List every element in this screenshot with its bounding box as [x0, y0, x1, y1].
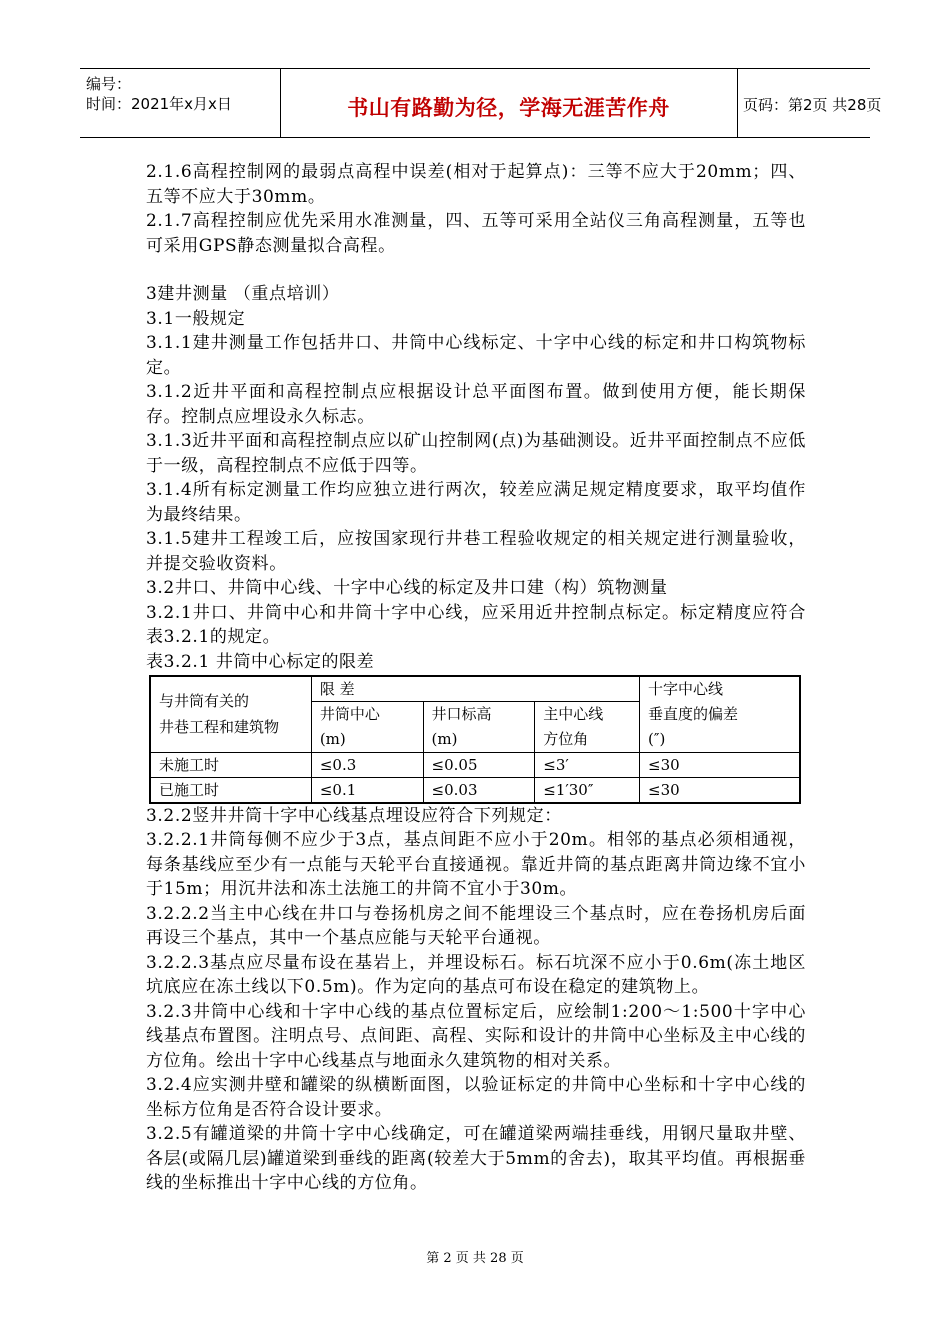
table-head-azimuth: 主中心线 方位角 [535, 701, 640, 752]
document-body [146, 160, 806, 1196]
page-header [80, 68, 882, 138]
table-cell: ≤0.03 [423, 777, 535, 803]
header-page-cell [737, 69, 882, 137]
paragraph: 3.2.5有罐道梁的井筒十字中心线确定，可在罐道梁两端挂垂线，用钢尺量取井壁、各层(或隔几层)罐道梁到垂线的距离(较差大于5mm的舍去)，取其平均值。再根据垂线的坐标推出十字中心线的方位角。 [146, 1124, 806, 1193]
paragraph: 2.1.7高程控制应优先采用水准测量，四、五等可采用全站仪三角高程测量，五等也可采用GPS静态测量拟合高程。 [146, 211, 806, 256]
table-cell: ≤0.3 [311, 752, 423, 777]
paragraph: 2.1.6高程控制网的最弱点高程中误差(相对于起算点)：三等不应大于20mm；四、五等不应大于30mm。 [146, 162, 806, 207]
table-head-tolerance: 限 差 [311, 676, 639, 702]
table-head-object: 与井筒有关的 井巷工程和建筑物 [150, 676, 311, 753]
paragraph: 3.2.2.2当主中心线在井口与卷扬机房之间不能埋设三个基点时，应在卷扬机房后面再设三个基点，其中一个基点应能与天轮平台通视。 [146, 903, 806, 948]
table-cell: 未施工时 [150, 752, 311, 777]
paragraph: 3.1.3近井平面和高程控制点应以矿山控制网(点)为基础测设。近井平面控制点不应低于一级，高程控制点不应低于四等。 [146, 431, 806, 476]
paragraph: 3.1.4所有标定测量工作均应独立进行两次，较差应满足规定精度要求，取平均值作为最终结果。 [146, 480, 806, 525]
paragraph: 3.2.1井口、井筒中心和井筒十字中心线，应采用近井控制点标定。标定精度应符合表3.2.1的规定。 [146, 602, 806, 647]
paragraph: 3.2.2.1井筒每侧不应少于3点，基点间距不应小于20m。相邻的基点必须相通视，每条基线应至少有一点能与天轮平台直接通视。靠近井筒的基点距离井筒边缘不宜小于15m；用沉井法和冻土法施工的井筒不宜小于30m。 [146, 830, 806, 899]
paragraph: 3.1.5建井工程竣工后，应按国家现行井巷工程验收规定的相关规定进行测量验收，并提交验收资料。 [146, 529, 806, 574]
table-head-shaft-center: 井筒中心 (m) [311, 701, 423, 752]
table-cell: ≤3′ [535, 752, 640, 777]
paragraph: 3.1.2近井平面和高程控制点应根据设计总平面图布置。做到使用方便，能长期保存。控制点应埋设永久标志。 [146, 382, 806, 427]
paragraph: 3.2.4应实测井壁和罐梁的纵横断面图，以验证标定的井筒中心坐标和十字中心线的坐标方位角是否符合设计要求。 [146, 1075, 806, 1120]
paragraph: 3.1一般规定 [146, 308, 246, 329]
header-motto-cell [280, 69, 738, 137]
table-cell: ≤0.1 [311, 777, 423, 803]
table-cell: ≤30 [640, 777, 800, 803]
page-footer: 第 2 页 共 28 页 [426, 1251, 524, 1266]
tolerance-table [149, 675, 801, 804]
table-cell: ≤1′30″ [535, 777, 640, 803]
table-cell: ≤0.05 [423, 752, 535, 777]
header-left-cell [80, 69, 281, 137]
section-3-paragraphs [146, 282, 806, 650]
section-2-paragraphs [146, 160, 806, 258]
header-motto: 书山有路勤为径，学海无涯苦作舟 [347, 96, 670, 120]
document-number-label: 编号： [86, 75, 132, 93]
table-caption: 表3.2.1 井筒中心标定的限差 [146, 651, 375, 672]
paragraph: 3.2.2竖井井筒十字中心线基点埋设应符合下列规定： [146, 805, 562, 826]
paragraph: 3建井测量 （重点培训） [146, 284, 340, 304]
table-row [150, 752, 800, 777]
table-head-collar-elevation: 井口标高 (m) [423, 701, 535, 752]
section-3-2-paragraphs [146, 804, 806, 1196]
table-head-perpendicularity: 十字中心线 垂直度的偏差 (″) [640, 676, 800, 753]
paragraph: 3.2井口、井筒中心线、十字中心线的标定及井口建（构）筑物测量 [146, 578, 668, 598]
paragraph: 3.2.2.3基点应尽量布设在基岩上，并埋设标石。标石坑深不应小于0.6m(冻土地区坑底应在冻土线以下0.5m)。作为定向的基点可布设在稳定的建筑物上。 [146, 952, 806, 997]
paragraph: 3.2.3井筒中心线和十字中心线的基点位置标定后，应绘制1:200～1:500十字中心线基点布置图。注明点号、点间距、高程、实际和设计的井筒中心坐标及主中心线的方位角。绘出十字中心线基点与地面永久建筑物的相对关系。 [146, 1001, 806, 1071]
table-cell: ≤30 [640, 752, 800, 777]
header-page-info: 页码：第2页 共28页 [743, 96, 882, 114]
table-row [150, 777, 800, 803]
paragraph-gap [146, 258, 806, 282]
table-cell: 已施工时 [150, 777, 311, 803]
paragraph: 3.1.1建井测量工作包括井口、井筒中心线标定、十字中心线的标定和井口构筑物标定。 [146, 333, 806, 378]
document-date: 时间：2021年x月x日 [86, 95, 232, 113]
